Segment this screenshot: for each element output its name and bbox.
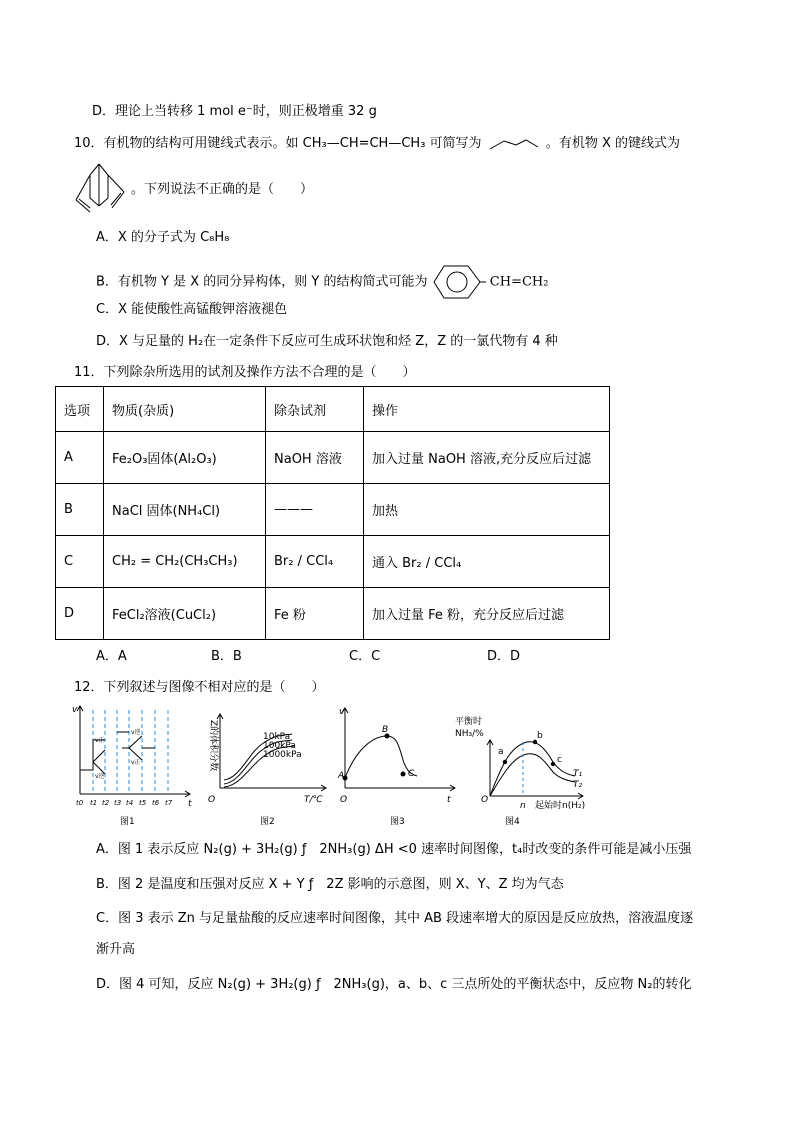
fig1-tick: t1 [90, 799, 98, 807]
fig2-origin: O [208, 795, 216, 805]
fig3-point: C [408, 769, 415, 779]
fig2-caption: 图2 [260, 817, 275, 827]
q11-stem: 11．下列除杂所选用的试剂及操作方法不合理的是（ ） [74, 365, 416, 380]
q11-choice-c: C．C [349, 649, 381, 664]
fig1-tick: t4 [126, 799, 134, 807]
fig1-tick: t5 [139, 799, 147, 807]
table-header-cell: 物质(杂质) [104, 387, 266, 432]
fig4-origin: O [481, 795, 489, 805]
fig1-vlabel: v正 [131, 759, 141, 766]
fig4-xlabel: 起始时n(H₂) [535, 801, 585, 811]
fig1-tick: t6 [152, 799, 160, 807]
table-cell: FeCl₂溶液(CuCl₂) [104, 588, 266, 640]
fig1-tick: t0 [76, 799, 84, 807]
table-cell: D [56, 588, 104, 640]
q10-option-b-text: B．有机物 Y 是 X 的同分异构体，则 Y 的结构简式可能为 [96, 274, 428, 290]
fig4-caption: 图4 [505, 817, 520, 827]
table-cell: NaOH 溶液 [266, 432, 364, 484]
zigzag-skeletal-icon [488, 137, 540, 151]
fig4-point: a [498, 747, 504, 757]
q10-option-a: A．X 的分子式为 C₈H₈ [96, 230, 230, 245]
fig4-point: b [537, 731, 543, 741]
q12-option-c-line1: C．图 3 表示 Zn 与足量盐酸的反应速率时间图像，其中 AB 段速率增大的原因是反应放热，溶液温度逐 [96, 911, 694, 926]
table-cell: Fe 粉 [266, 588, 364, 640]
figure-2-volume-fraction [200, 710, 330, 830]
figure-4-equilibrium [455, 712, 585, 830]
fig1-tick: t7 [165, 799, 173, 807]
fig2-legend: 1000kPa [263, 750, 302, 760]
fig2-legend: 10kPa [263, 732, 291, 742]
fig4-ylabel: NH₃/% [455, 729, 484, 739]
q10-stem-line2: 。下列说法不正确的是（ ） [131, 182, 314, 197]
q9-option-d: D．理论上当转移 1 mol e⁻时，则正极增重 32 g [92, 104, 377, 119]
q10-option-b [96, 264, 548, 300]
fig3-origin: O [340, 795, 348, 805]
table-cell: 加热 [364, 484, 610, 536]
q11-choice-d: D．D [487, 649, 521, 664]
fig4-series: T₁ [573, 769, 583, 779]
figure-1-rate-time [70, 702, 196, 830]
fig4-ylabel: 平衡时 [455, 717, 483, 727]
fig3-ylabel: v [339, 707, 345, 717]
fig1-ylabel: v [72, 705, 78, 715]
table-cell: C [56, 536, 104, 588]
q10-option-d: D．X 与足量的 H₂在一定条件下反应可生成环状饱和烃 Z，Z 的一氯代物有 4 种 [96, 334, 558, 349]
table-cell: 通入 Br₂ / CCl₄ [364, 536, 610, 588]
figure-3-rate-time [335, 702, 460, 830]
fig4-xmark: n [520, 801, 526, 811]
table-row [56, 536, 610, 588]
q10-stem-part2: 。有机物 X 的键线式为 [545, 136, 680, 151]
q12-option-c-line2: 渐升高 [96, 942, 136, 957]
fig3-xlabel: t [447, 795, 451, 805]
fig3-point: A [338, 771, 345, 781]
table-cell: A [56, 432, 104, 484]
fig4-series: T₂ [573, 780, 583, 790]
q12-stem: 12．下列叙述与图像不相对应的是（ ） [74, 680, 325, 695]
q10-stem-line1 [74, 135, 680, 153]
q12-option-d: D．图 4 可知，反应 N₂(g) + 3H₂(g) ƒ 2NH₃(g)，a、b、c 三点所处的平衡状态中，反应物 N₂的转化 [96, 977, 692, 992]
fig3-caption: 图3 [390, 817, 405, 827]
fig2-xlabel: T/℃ [304, 795, 323, 805]
q11-choice-a: A．A [96, 649, 127, 664]
q12-option-b: B．图 2 是温度和压强对反应 X + Y ƒ 2Z 影响的示意图，则 X、Y、Z 均为气态 [96, 877, 564, 892]
table-cell: 加入过量 NaOH 溶液,充分反应后过滤 [364, 432, 610, 484]
fig1-vlabel: v逆 [95, 773, 105, 780]
table-header-row [56, 387, 610, 432]
table-cell: ——— [266, 484, 364, 536]
fig4-point: c [557, 755, 562, 765]
vinyl-group-formula: CH=CH₂ [489, 274, 549, 290]
table-cell: Br₂ / CCl₄ [266, 536, 364, 588]
fig1-vlabel: v正 [95, 737, 105, 744]
fig1-vlabel: v逆 [131, 729, 141, 736]
table-header-cell: 选项 [56, 387, 104, 432]
impurity-removal-table [55, 386, 610, 640]
table-header-cell: 除杂试剂 [266, 387, 364, 432]
table-cell: Fe₂O₃固体(Al₂O₃) [104, 432, 266, 484]
table-cell: B [56, 484, 104, 536]
fig2-ylabel: Z的体积分数 [208, 720, 218, 772]
q11-choice-b: B．B [211, 649, 242, 664]
fig1-xlabel: t [188, 799, 192, 809]
table-row [56, 432, 610, 484]
fig3-point: B [382, 725, 389, 735]
fig1-tick: t3 [114, 799, 122, 807]
q10-stem-part1: 10．有机物的结构可用键线式表示。如 CH₃—CH=CH—CH₃ 可简写为 [74, 136, 482, 151]
table-row [56, 484, 610, 536]
table-row [56, 588, 610, 640]
q10-option-c: C．X 能使酸性高锰酸钾溶液褪色 [96, 302, 288, 317]
fig1-caption: 图1 [120, 817, 135, 827]
fig2-legend: 100kPa [263, 741, 296, 751]
bicyclic-structure-icon [72, 160, 132, 218]
table-cell: NaCl 固体(NH₄Cl) [104, 484, 266, 536]
table-cell: 加入过量 Fe 粉，充分反应后过滤 [364, 588, 610, 640]
benzene-ring-icon [432, 264, 486, 300]
fig1-tick: t2 [102, 799, 110, 807]
table-header-cell: 操作 [364, 387, 610, 432]
q12-option-a: A．图 1 表示反应 N₂(g) + 3H₂(g) ƒ 2NH₃(g) ΔH <0 速率时间图像，t₄时改变的条件可能是减小压强 [96, 842, 692, 857]
table-cell: CH₂ = CH₂(CH₃CH₃) [104, 536, 266, 588]
